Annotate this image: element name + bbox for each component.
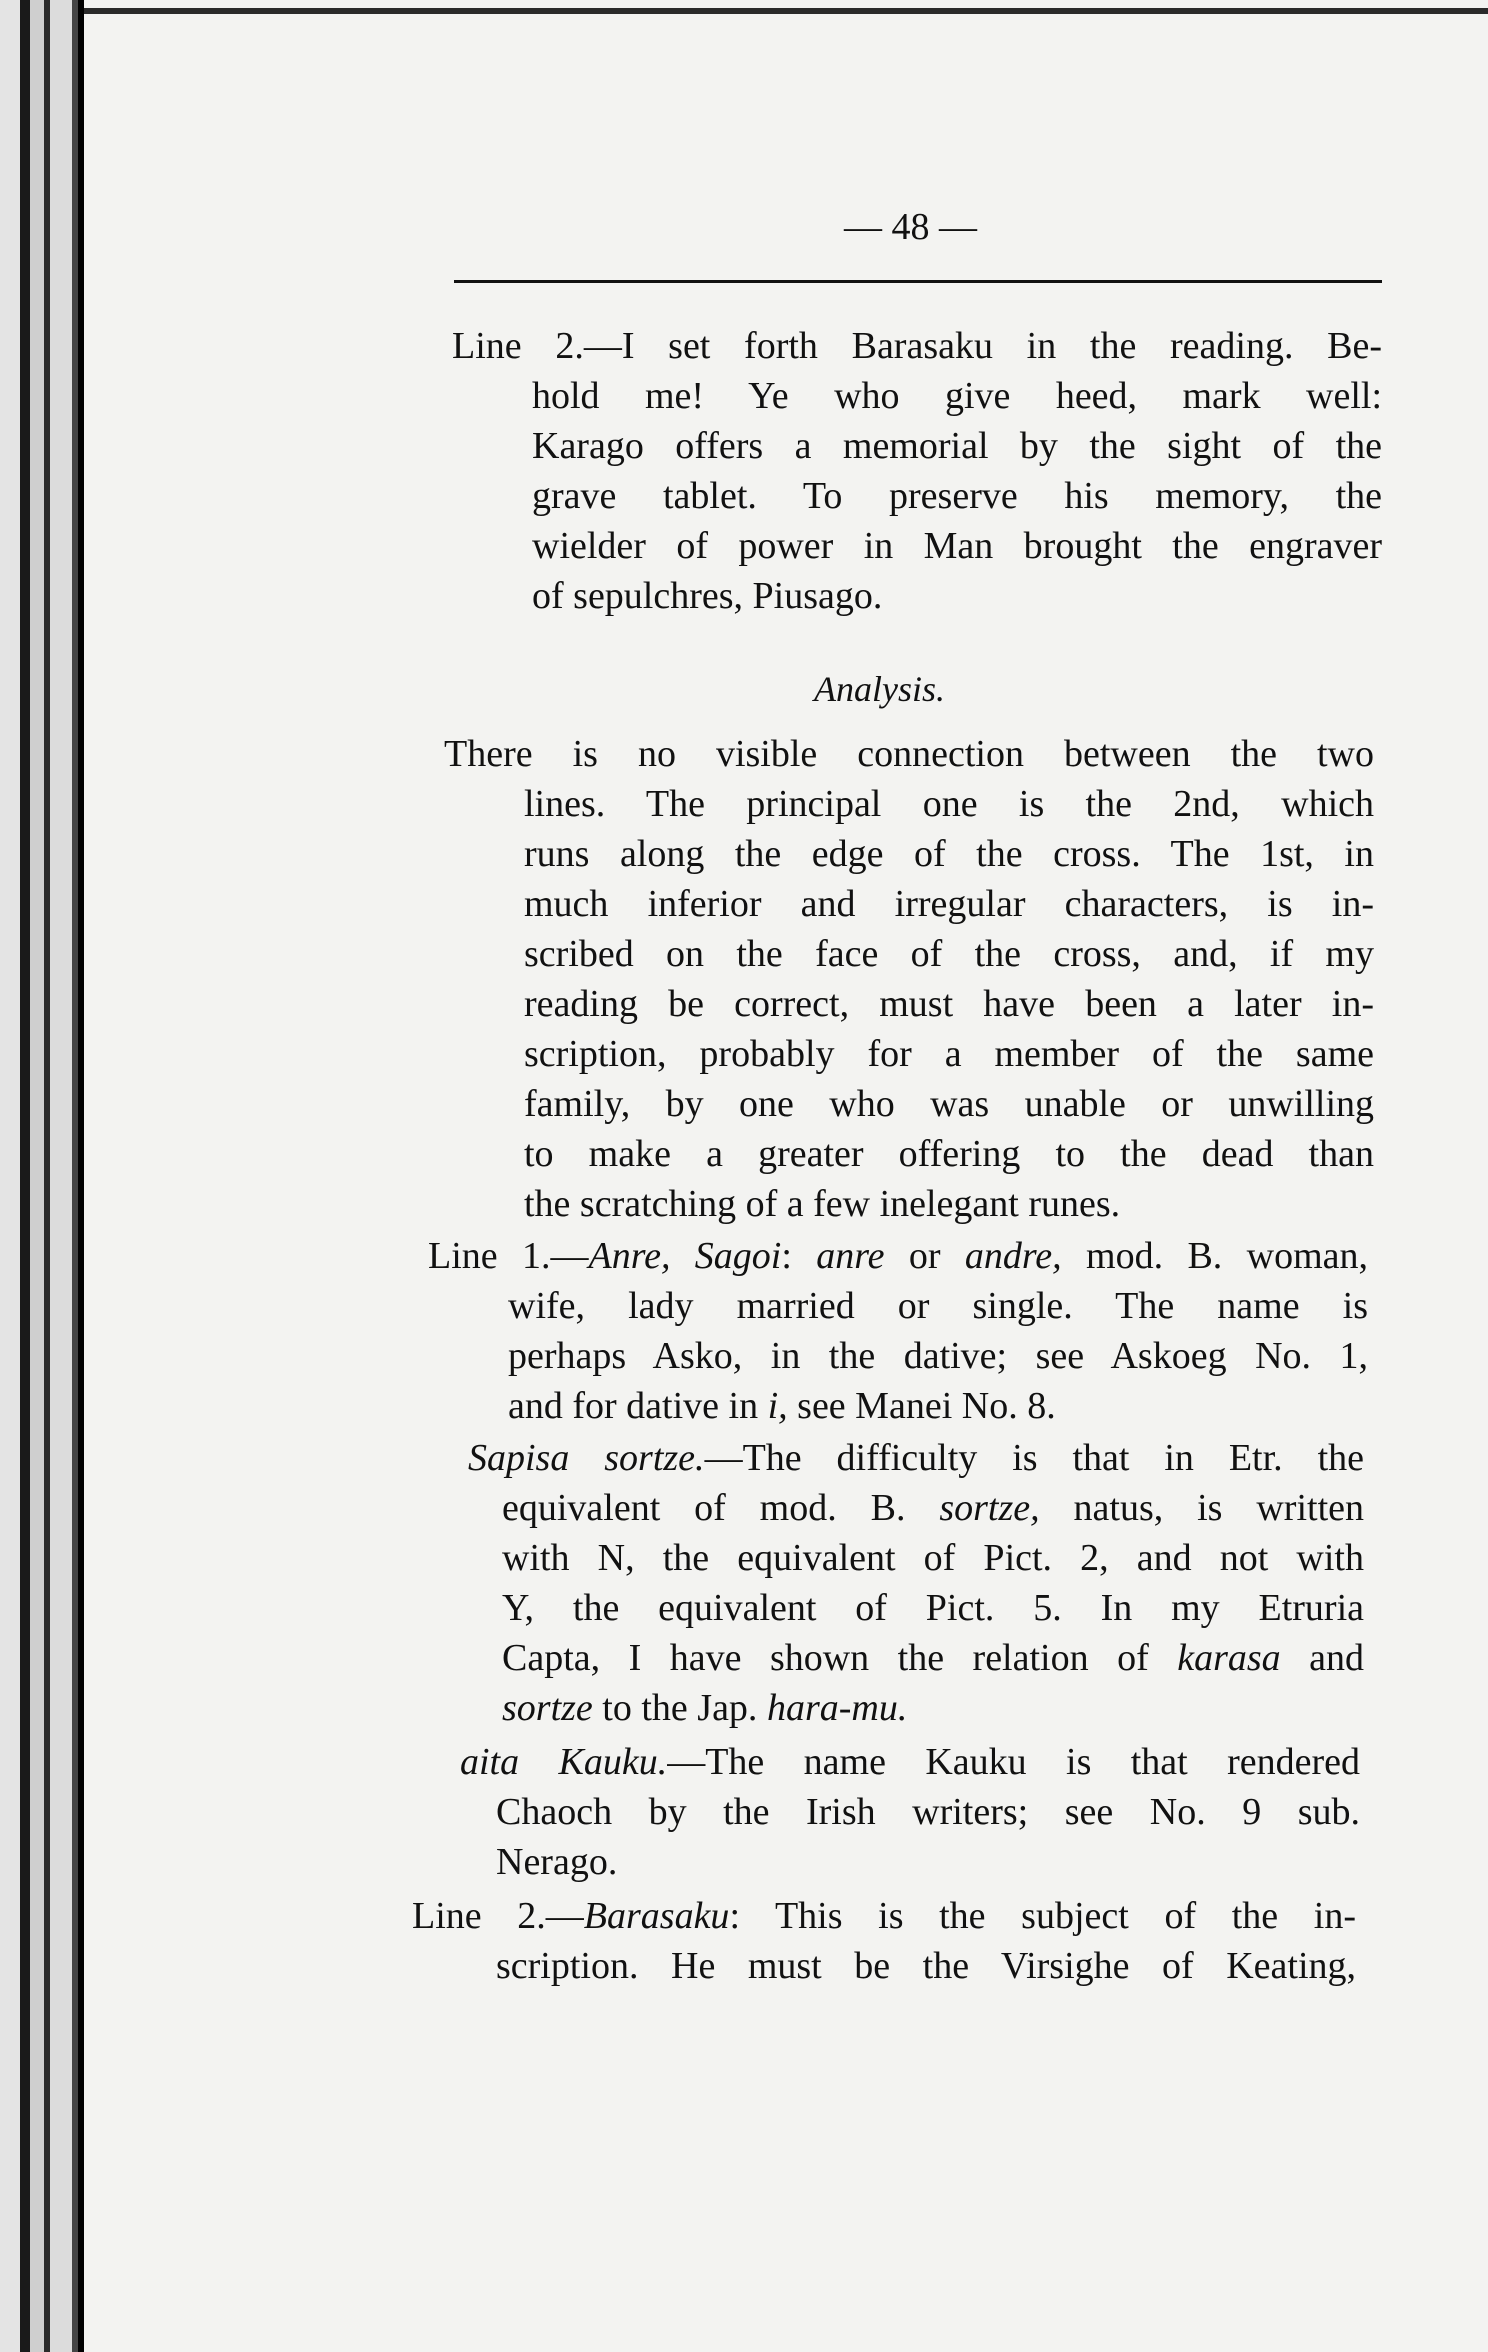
- text-line: Y, the equivalent of Pict. 5. In my Etruria: [502, 1587, 1364, 1629]
- text-line: to make a greater offering to the dead than: [524, 1133, 1374, 1175]
- text-line: [428, 1232, 1368, 1280]
- top-border: [84, 8, 1488, 14]
- text-line: hold me! Ye who give heed, mark well:: [532, 375, 1382, 417]
- italic-term: Sapisa sortze.: [468, 1437, 705, 1479]
- text-line: [412, 1892, 1356, 1940]
- text-line: of sepulchres, Piusago.: [532, 575, 883, 617]
- italic-term: hara-mu.: [766, 1687, 908, 1729]
- text-line: [502, 1484, 1364, 1532]
- italic-term: anre: [816, 1235, 885, 1277]
- text-run: —The difficulty is that in Etr. the: [704, 1437, 1364, 1479]
- text-line: scription, probably for a member of the same: [524, 1033, 1374, 1075]
- page-number: — 48 —: [844, 206, 977, 248]
- text-line: scription. He must be the Virsighe of Keating,: [496, 1945, 1356, 1987]
- text-line: There is no visible connection between the two: [444, 733, 1374, 775]
- text-line: [502, 1684, 907, 1732]
- text-line: scribed on the face of the cross, and, if my: [524, 933, 1374, 975]
- italic-term: andre,: [964, 1235, 1062, 1277]
- text-line: Line 2.—I set forth Barasaku in the reading. Be-: [452, 325, 1382, 367]
- italic-term: sortze,: [939, 1487, 1040, 1529]
- text-line: [468, 1434, 1364, 1482]
- text-run: Capta, I have shown the relation of: [502, 1637, 1178, 1679]
- text-run: equivalent of mod. B.: [502, 1487, 940, 1529]
- text-line: Karago offers a memorial by the sight of the: [532, 425, 1382, 467]
- italic-term: Barasaku: [583, 1895, 730, 1937]
- text-run: and for dative in: [508, 1385, 768, 1427]
- text-line: wife, lady married or single. The name is: [508, 1285, 1368, 1327]
- book-page: [84, 0, 1488, 2352]
- text-run: : This is the subject of the in-: [729, 1895, 1357, 1937]
- text-line: the scratching of a few inelegant runes.: [524, 1183, 1121, 1225]
- text-run: mod. B. woman,: [1061, 1235, 1369, 1277]
- text-line: [460, 1738, 1360, 1786]
- text-line: reading be correct, must have been a later in-: [524, 983, 1374, 1025]
- page-edge: [50, 0, 72, 2352]
- text-run: Line 2.—: [412, 1895, 584, 1937]
- page-edge: [20, 0, 30, 2352]
- text-run: :: [781, 1235, 817, 1277]
- italic-term: Anre, Sagoi: [588, 1235, 782, 1277]
- text-line: wielder of power in Man brought the engraver: [532, 525, 1382, 567]
- page-edge: [72, 0, 78, 2352]
- section-heading: Analysis.: [814, 669, 945, 709]
- italic-term: sortze: [502, 1687, 593, 1729]
- text-run: to the Jap.: [592, 1687, 767, 1729]
- page-edge: [30, 0, 44, 2352]
- text-line: grave tablet. To preserve his memory, the: [532, 475, 1382, 517]
- header-rule: [454, 280, 1382, 283]
- text-line: Nerago.: [496, 1841, 618, 1883]
- text-line: family, by one who was unable or unwilling: [524, 1083, 1374, 1125]
- italic-term: aita Kauku.: [460, 1741, 668, 1783]
- text-line: [502, 1634, 1364, 1682]
- text-line: much inferior and irregular characters, is in-: [524, 883, 1374, 925]
- text-line: Chaoch by the Irish writers; see No. 9 sub.: [496, 1791, 1360, 1833]
- text-run: or: [884, 1235, 965, 1277]
- text-run: Line 1.—: [428, 1235, 589, 1277]
- italic-term: karasa: [1177, 1637, 1281, 1679]
- italic-term: i,: [767, 1385, 788, 1427]
- text-run: —The name Kauku is that rendered: [667, 1741, 1360, 1783]
- text-line: lines. The principal one is the 2nd, which: [524, 783, 1374, 825]
- text-run: see Manei No. 8.: [787, 1385, 1056, 1427]
- text-line: runs along the edge of the cross. The 1st, in: [524, 833, 1374, 875]
- text-run: natus, is written: [1039, 1487, 1364, 1529]
- text-line: with N, the equivalent of Pict. 2, and not with: [502, 1537, 1364, 1579]
- text-line: perhaps Asko, in the dative; see Askoeg No. 1,: [508, 1335, 1368, 1377]
- page-edge: [0, 0, 20, 2352]
- text-run: and: [1280, 1637, 1364, 1679]
- text-line: [508, 1382, 1056, 1430]
